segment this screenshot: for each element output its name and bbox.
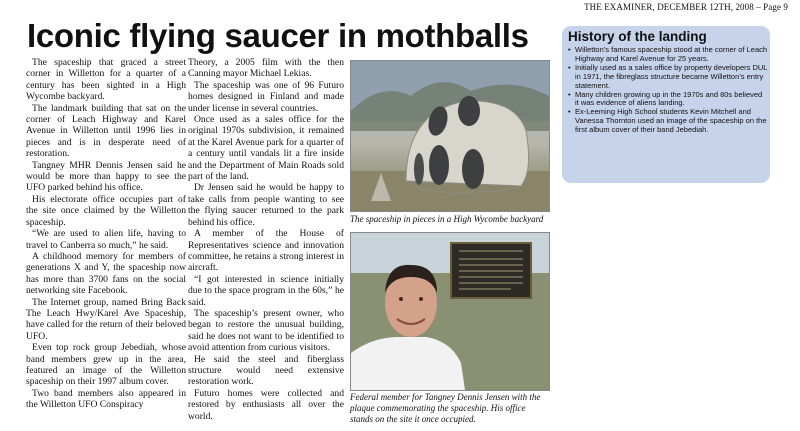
paragraph: His electorate office occupies part of the site once claimed by the Willetton spaceship. xyxy=(26,193,186,228)
paragraph: Once used as a sales office for the original 1970s subdivision, it remained at the Karel Avenue park for a quarter of a century until vandals lit a fire inside and the Department of Main Roads sold part of the land. xyxy=(188,114,344,183)
history-sidebar xyxy=(562,26,770,183)
paragraph: A childhood memory for members of generations X and Y, the spaceship now has more than 3700 fans on the social networking site Facebook. xyxy=(26,250,186,297)
paragraph: Tangney MHR Dennis Jensen said he would be more than happy to see the UFO parked behind his office. xyxy=(26,159,186,194)
list-item: • Willetton’s famous spaceship stood at the corner of Leach Highway and Karel Avenue for 25 years. xyxy=(568,46,768,64)
paragraph: A member of the House of Representatives science and innovation committee, he retains a strong interest in aircraft. xyxy=(188,228,344,274)
paragraph: The spaceship was one of 96 Futuro homes designed in Finland and made under license in several countries. xyxy=(188,79,344,114)
paragraph: The landmark building that sat on the corner of Leach Highway and Karel Avenue in Willetton until 1996 lies in pieces and is in desperate need of restoration. xyxy=(26,102,186,160)
paragraph: Two band members also appeared in the Willetton UFO Conspiracy xyxy=(26,387,186,411)
list-item: • Many children growing up in the 1970s and 80s believed it was evidence of aliens landing. xyxy=(568,91,768,109)
paragraph: He said the steel and fiberglass structure would need extensive restoration work. xyxy=(188,353,344,388)
paragraph: “We are used to alien life, having to travel to Canberra so much,” he said. xyxy=(26,228,186,251)
paragraph: Theory, a 2005 film with the then Canning mayor Michael Lekias. xyxy=(188,57,344,80)
paragraph: The spaceship’s present owner, who began to restore the unusual building, said he does not want to be identified to avoid attention from curious visitors. xyxy=(188,307,344,354)
article-column-2 xyxy=(188,57,344,422)
sidebar-title: History of the landing xyxy=(568,29,707,44)
paragraph: Futuro homes were collected and restored by enthusiasts all over the world. xyxy=(188,387,344,422)
portrait-photo xyxy=(350,232,550,391)
paragraph: Even top rock group Jebediah, whose band members grew up in the area, featured an image of the Willetton spaceship on their 1997 album cover. xyxy=(26,342,186,388)
masthead: THE EXAMINER, DECEMBER 12TH, 2008 – Page 9 xyxy=(584,2,788,12)
photo-caption: Federal member for Tangney Dennis Jensen with the plaque commemorating the spaceship. His office stands on the site it once occupied. xyxy=(350,392,541,424)
paragraph: The Internet group, named Bring Back The Leach Hwy/Karel Ave Spaceship, have called for the return of their beloved UFO. xyxy=(26,296,186,342)
paragraph: The spaceship that graced a street corner in Willetton for a quarter of a century has been sighted in a High Wycombe backyard. xyxy=(26,57,186,103)
spaceship-photo xyxy=(350,60,550,212)
article-column-1 xyxy=(26,57,186,411)
list-item: • Initially used as a sales office by property developers DUL in 1971, the fibreglass structure became Willetton’s entry statement. xyxy=(568,64,768,91)
headline: Iconic flying saucer in mothballs xyxy=(27,17,529,54)
paragraph: Dr Jensen said he would be happy to take calls from people wanting to see the flying saucer returned to the park behind his office. xyxy=(188,182,344,228)
paragraph: “I got interested in science initially due to the space program in the 60s,” he said. xyxy=(188,273,344,308)
photo-caption: The spaceship in pieces in a High Wycombe backyard xyxy=(350,214,544,224)
list-item: • Ex-Leeming High School students Kevin Mitchell and Vanessa Thornton used an image of the spaceship on the first album cover of their band Jebediah. xyxy=(568,108,768,135)
sidebar-list xyxy=(568,46,768,135)
